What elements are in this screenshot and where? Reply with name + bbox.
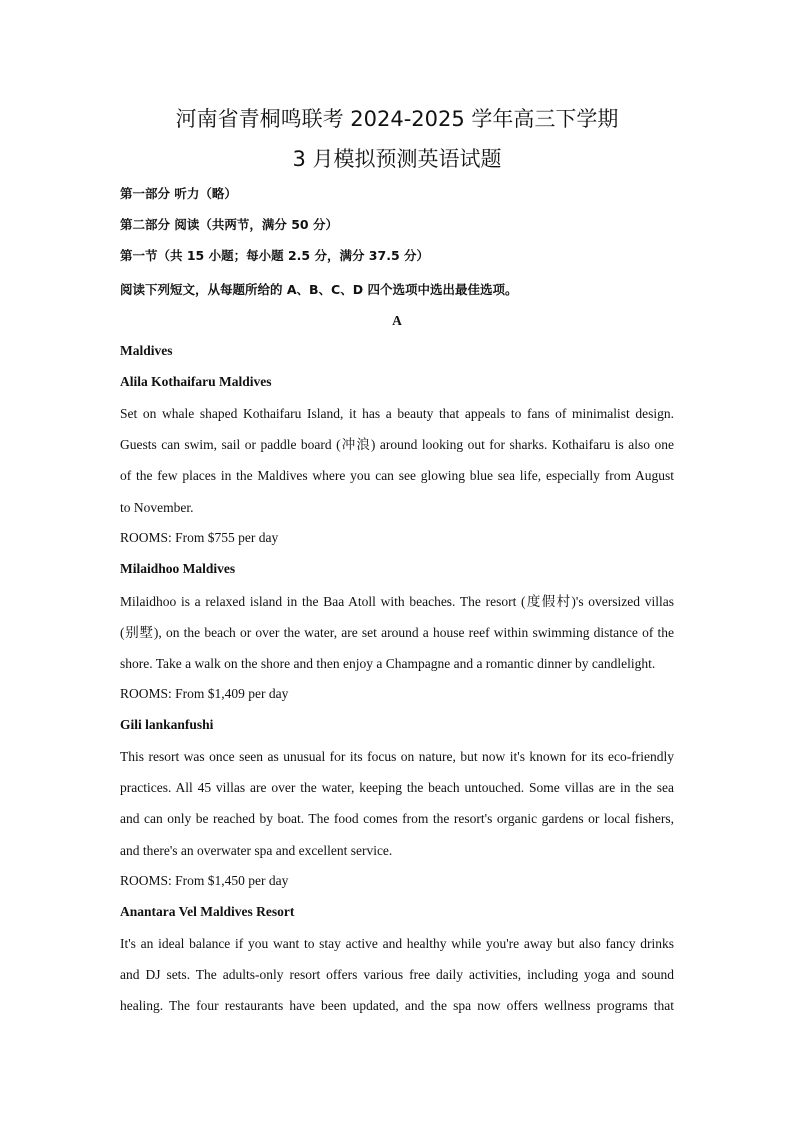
paragraph-line: practices. All 45 villas are over the water, keeping the beach untouched. Some villas are in the sea bbox=[120, 780, 674, 796]
paragraph-line: and there's an overwater spa and excellent service. bbox=[120, 842, 393, 858]
resort-name-gili: Gili lankanfushi bbox=[120, 717, 214, 732]
section-heading: Maldives bbox=[120, 343, 173, 358]
paragraph-line: and DJ sets. The adults-only resort offers various free daily activities, including yoga and sound bbox=[120, 967, 674, 983]
part1-heading: 第一部分 听力（略） bbox=[120, 186, 237, 201]
resort-name-milaidhoo: Milaidhoo Maldives bbox=[120, 561, 236, 576]
paragraph-line: healing. The four restaurants have been updated, and the spa now offers wellness programs that bbox=[120, 998, 674, 1014]
paragraph-line: shore. Take a walk on the shore and then enjoy a Champagne and a romantic dinner by candlelight. bbox=[120, 656, 656, 672]
resort-description-alila bbox=[120, 398, 674, 523]
part2-heading: 第二部分 阅读（共两节，满分 50 分） bbox=[120, 217, 338, 232]
paragraph-line: Set on whale shaped Kothaifaru Island, it has a beauty that appeals to fans of minimalist design. bbox=[120, 406, 674, 421]
paragraph-line: It's an ideal balance if you want to stay active and healthy while you're away but also fancy drinks bbox=[120, 936, 674, 951]
passage-label: A bbox=[392, 313, 402, 328]
resort-description-anantara bbox=[120, 928, 674, 1022]
paragraph-line: Milaidhoo is a relaxed island in the Baa Atoll with beaches. The resort (度假村)'s oversized villas bbox=[120, 594, 674, 609]
paragraph-line: This resort was once seen as unusual for its focus on nature, but now it's known for its eco-friendly bbox=[120, 749, 674, 764]
instruction-text: 阅读下列短文，从每题所给的 A、B、C、D 四个选项中选出最佳选项。 bbox=[120, 282, 518, 297]
document-title-line-1: 河南省青桐鸣联考 2024-2025 学年高三下学期 bbox=[175, 107, 619, 131]
resort-rooms-milaidhoo: ROOMS: From $1,409 per day bbox=[120, 686, 289, 701]
paragraph-line: and can only be reached by boat. The food comes from the resort's organic gardens or local fishers, bbox=[120, 811, 674, 827]
resort-description-milaidhoo bbox=[120, 586, 674, 680]
section1-heading: 第一节（共 15 小题；每小题 2.5 分，满分 37.5 分） bbox=[120, 248, 429, 263]
resort-description-gili bbox=[120, 741, 674, 866]
resort-rooms-alila: ROOMS: From $755 per day bbox=[120, 530, 279, 545]
paragraph-line: to November. bbox=[120, 499, 194, 515]
paragraph-line: (别墅), on the beach or over the water, are set around a house reef within swimming distance of the bbox=[120, 625, 674, 641]
resort-rooms-gili: ROOMS: From $1,450 per day bbox=[120, 873, 289, 888]
paragraph-line: Guests can swim, sail or paddle board (冲浪) around looking out for sharks. Kothaifaru is also one bbox=[120, 437, 674, 453]
paragraph-line: of the few places in the Maldives where you can see glowing blue sea life, especially from August bbox=[120, 468, 674, 484]
resort-name-anantara: Anantara Vel Maldives Resort bbox=[120, 904, 295, 919]
document-title-line-2: 3 月模拟预测英语试题 bbox=[292, 147, 502, 171]
resort-name-alila: Alila Kothaifaru Maldives bbox=[120, 374, 272, 389]
